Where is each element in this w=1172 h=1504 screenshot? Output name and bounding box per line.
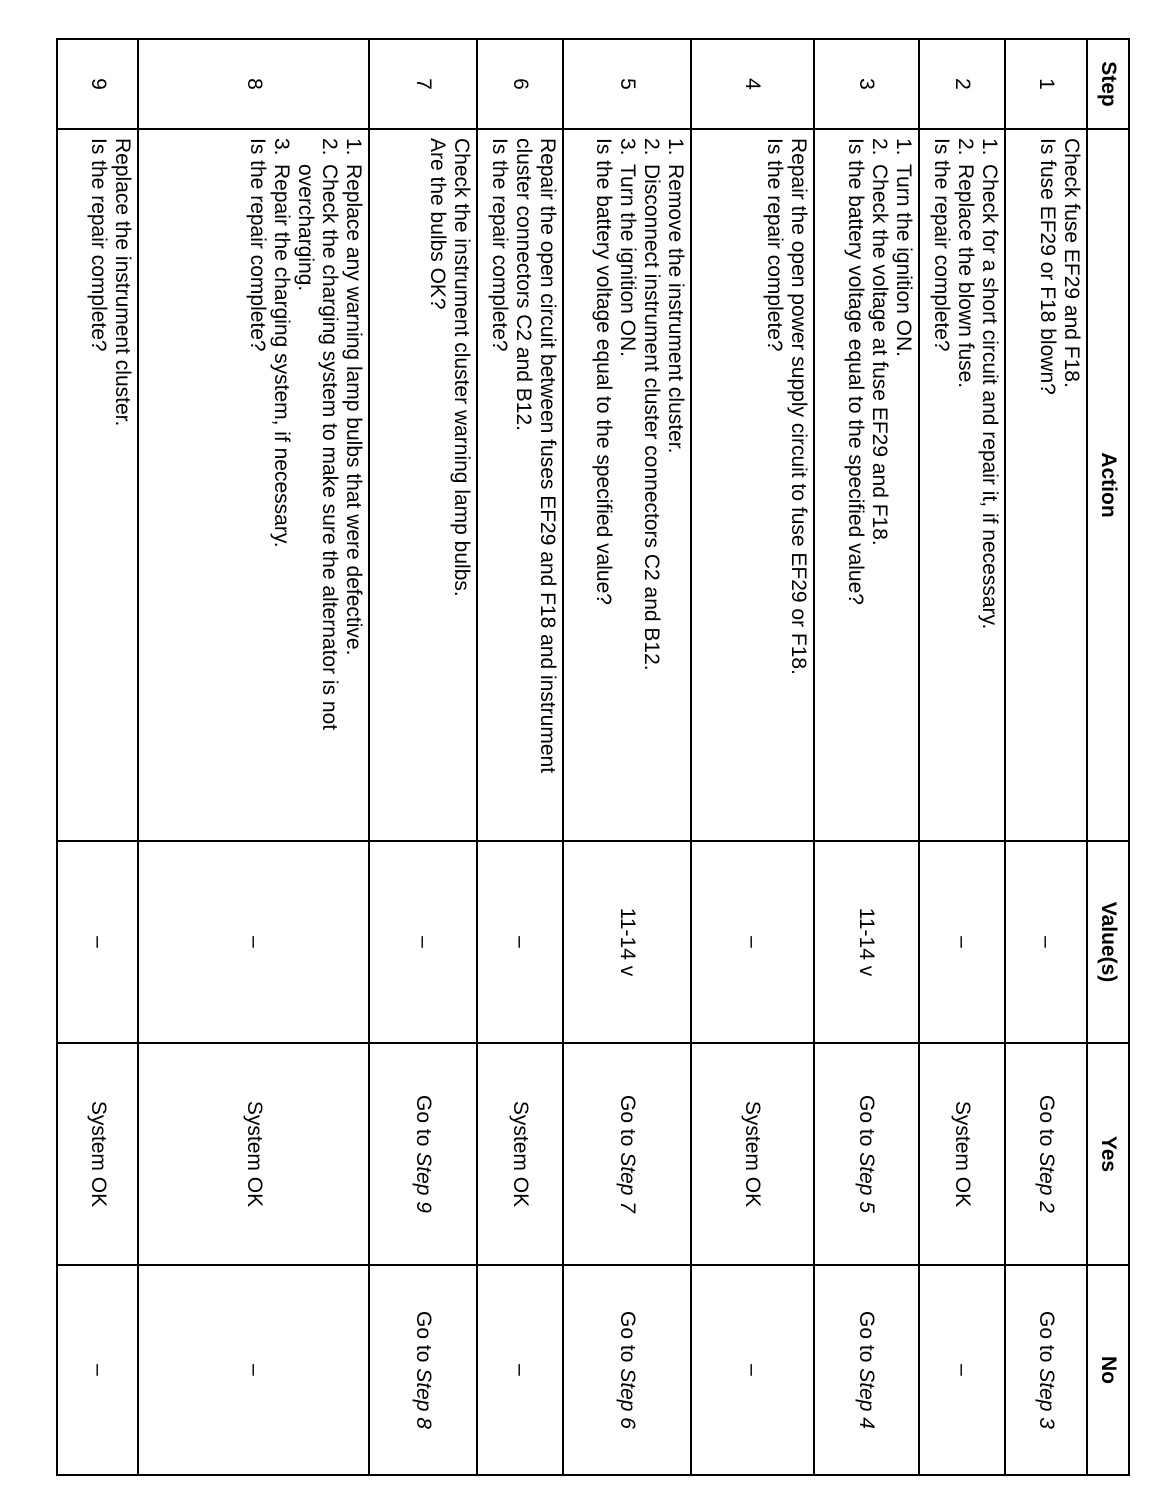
action-line: Is fuse EF29 or F18 blown? <box>1036 138 1059 395</box>
no-cell: Go to Step 6 <box>563 1265 690 1475</box>
step-number: 5 <box>563 39 690 129</box>
yes-cell: System OK <box>57 1043 138 1265</box>
no-cell: Go to Step 4 <box>814 1265 919 1475</box>
step-reference: Step 7 <box>616 1152 640 1213</box>
action-steps-list <box>269 138 365 832</box>
action-step-item: 1. Replace any warning lamp bulbs that were defective. <box>342 138 366 656</box>
value-cell: – <box>919 841 1005 1043</box>
value-cell: – <box>1005 841 1087 1043</box>
value-cell: 11-14 v <box>814 841 919 1043</box>
action-line: Repair the open power supply circuit to fuse EF29 or F18. <box>786 138 810 675</box>
action-cell <box>369 129 477 841</box>
step-number: 2 <box>919 39 1005 129</box>
header-row <box>1087 39 1129 1475</box>
action-step-item: 2. Replace the blown fuse. <box>953 138 977 389</box>
action-step-item: 3. Turn the ignition ON. <box>615 138 639 357</box>
value-cell: – <box>369 841 477 1043</box>
diagnostic-table <box>56 38 1130 1476</box>
table-row <box>477 39 563 1475</box>
action-cell <box>57 129 138 841</box>
table-row <box>563 39 690 1475</box>
table-row <box>57 39 138 1475</box>
no-cell: – <box>919 1265 1005 1475</box>
no-cell: Go to Step 3 <box>1005 1265 1087 1475</box>
action-line: Repair the open circuit between fuses EF29 and F18 and instrument cluster connectors C2 and B12. <box>512 138 560 774</box>
action-cell <box>691 129 814 841</box>
yes-cell: System OK <box>138 1043 369 1265</box>
action-cell <box>138 129 369 841</box>
no-cell: Go to Step 8 <box>369 1265 477 1475</box>
action-step-item: 1. Remove the instrument cluster. <box>663 138 687 454</box>
header-no: No <box>1087 1265 1129 1475</box>
table-row <box>691 39 814 1475</box>
header-step: Step <box>1087 39 1129 129</box>
action-steps-list <box>615 138 687 832</box>
table-row <box>138 39 369 1475</box>
step-reference: Step 2 <box>1034 1152 1058 1213</box>
step-reference: Step 6 <box>616 1368 640 1429</box>
action-line: Are the bulbs OK? <box>426 138 450 310</box>
yes-cell: System OK <box>691 1043 814 1265</box>
table-row <box>919 39 1005 1475</box>
value-cell: 11-14 v <box>563 841 690 1043</box>
header-yes: Yes <box>1087 1043 1129 1265</box>
yes-cell: Go to Step 5 <box>814 1043 919 1265</box>
step-reference: Step 9 <box>412 1152 436 1213</box>
action-steps-list <box>867 138 915 832</box>
action-cell <box>563 129 690 841</box>
action-cell <box>477 129 563 841</box>
no-cell: – <box>138 1265 369 1475</box>
step-number: 6 <box>477 39 563 129</box>
step-reference: Step 5 <box>855 1152 879 1213</box>
step-number: 4 <box>691 39 814 129</box>
action-step-item: 1. Check for a short circuit and repair it, if necessary. <box>977 138 1001 630</box>
action-step-item: 2. Check the charging system to make sure the alternator is not overcharging. <box>294 138 342 731</box>
action-line: Replace the instrument cluster. <box>111 138 135 427</box>
action-cell <box>1005 129 1087 841</box>
action-line: Is the repair complete? <box>246 138 270 352</box>
action-line: Is the repair complete? <box>762 138 786 352</box>
yes-cell: System OK <box>477 1043 563 1265</box>
no-cell: – <box>57 1265 138 1475</box>
yes-cell: Go to Step 2 <box>1005 1043 1087 1265</box>
no-cell: – <box>691 1265 814 1475</box>
action-line: Is the battery voltage equal to the specified value? <box>591 138 615 605</box>
step-number: 3 <box>814 39 919 129</box>
step-reference: Step 4 <box>855 1368 879 1429</box>
yes-cell: Go to Step 7 <box>563 1043 690 1265</box>
action-line: Is the repair complete? <box>929 138 953 352</box>
action-line: Is the repair complete? <box>87 138 111 352</box>
step-reference: Step 8 <box>412 1368 436 1429</box>
step-number: 9 <box>57 39 138 129</box>
header-values: Value(s) <box>1087 841 1129 1043</box>
action-cell <box>814 129 919 841</box>
action-steps-list <box>953 138 1001 832</box>
action-step-item: 2. Disconnect instrument cluster connectors C2 and B12. <box>639 138 663 671</box>
yes-cell: System OK <box>919 1043 1005 1265</box>
table-row <box>1005 39 1087 1475</box>
table-body <box>57 39 1087 1475</box>
action-line: Check fuse EF29 and F18. <box>1060 138 1083 388</box>
yes-cell: Go to Step 9 <box>369 1043 477 1265</box>
value-cell: – <box>138 841 369 1043</box>
table-row <box>369 39 477 1475</box>
step-number: 8 <box>138 39 369 129</box>
action-line: Is the repair complete? <box>488 138 512 352</box>
step-number: 1 <box>1005 39 1087 129</box>
step-number: 7 <box>369 39 477 129</box>
table-row <box>814 39 919 1475</box>
rotated-page <box>56 38 1130 1474</box>
value-cell: – <box>691 841 814 1043</box>
no-cell: – <box>477 1265 563 1475</box>
action-step-item: 1. Turn the ignition ON. <box>891 138 915 357</box>
action-cell <box>919 129 1005 841</box>
value-cell: – <box>57 841 138 1043</box>
step-reference: Step 3 <box>1034 1368 1058 1429</box>
action-line: Check the instrument cluster warning lamp bulbs. <box>450 138 474 597</box>
action-line: Is the battery voltage equal to the specified value? <box>843 138 867 605</box>
header-action: Action <box>1087 129 1129 841</box>
action-step-item: 3. Repair the charging system, if necessary. <box>270 138 294 548</box>
action-step-item: 2. Check the voltage at fuse EF29 and F18. <box>867 138 891 546</box>
value-cell: – <box>477 841 563 1043</box>
